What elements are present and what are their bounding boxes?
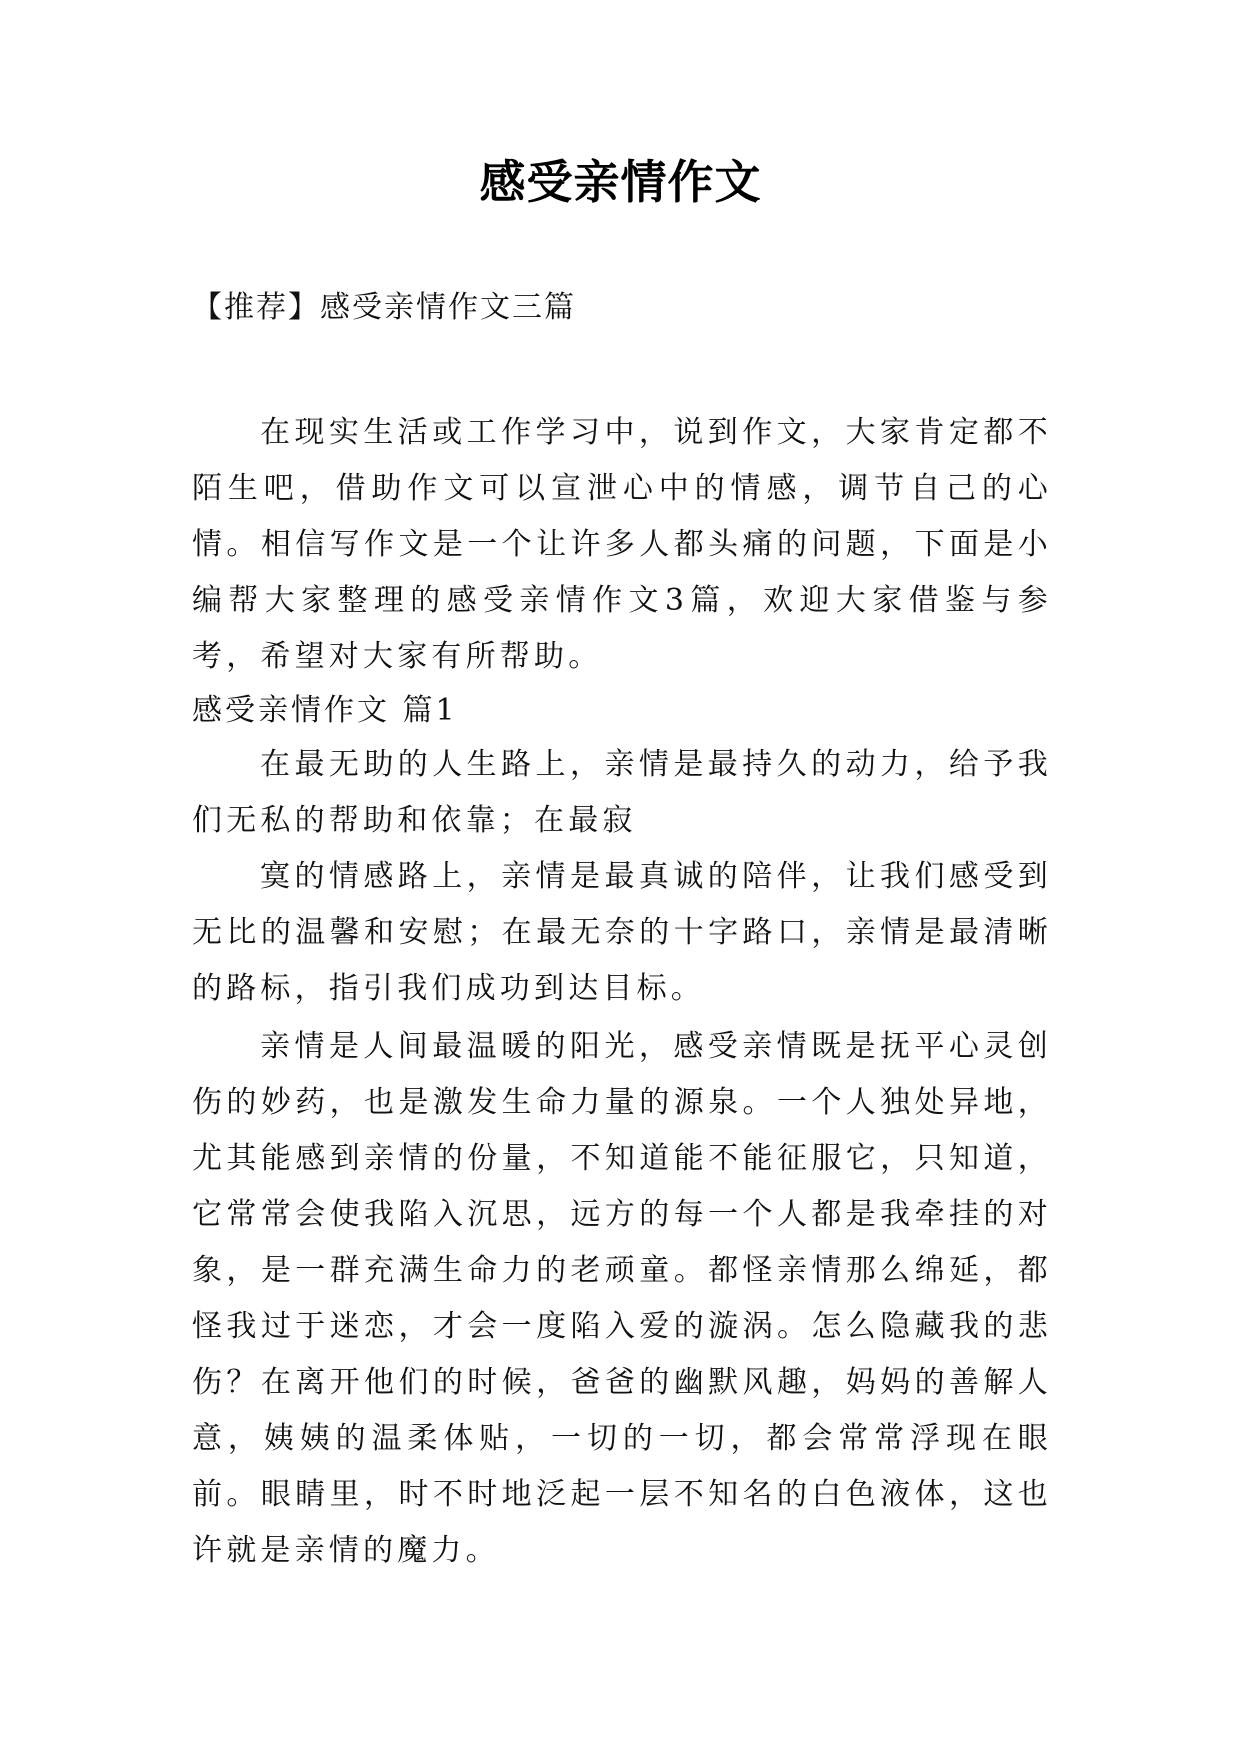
section-heading: 感受亲情作文 篇1 <box>192 693 458 728</box>
document-body <box>192 405 1052 1579</box>
body-paragraph: 寞的情感路上，亲情是最真诚的陪伴，让我们感受到无比的温馨和安慰；在最无奈的十字路口，亲情是最清晰的路标，指引我们成功到达目标。 <box>192 859 1052 1006</box>
document-title: 感受亲情作文 <box>479 155 762 209</box>
body-paragraph: 亲情是人间最温暖的阳光，感受亲情既是抚平心灵创伤的妙药，也是激发生命力量的源泉。一个人独处异地，尤其能感到亲情的份量，不知道能不能征服它，只知道，它常常会使我陷入沉思，远方的每一个人都是我牵挂的对象，是一群充满生命力的老顽童。都怪亲情那么绵延，都怪我过于迷恋，才会一度陷入爱的漩涡。怎么隐藏我的悲伤？在离开他们的时候，爸爸的幽默风趣，妈妈的善解人意，姨姨的温柔体贴，一切的一切，都会常常浮现在眼前。眼睛里，时不时地泛起一层不知名的白色液体，这也许就是亲情的魔力。 <box>192 1029 1052 1568</box>
body-paragraph: 在最无助的人生路上，亲情是最持久的动力，给予我们无私的帮助和依靠；在最寂 <box>192 747 1052 838</box>
document-subtitle: 【推荐】感受亲情作文三篇 <box>192 290 576 325</box>
intro-paragraph: 在现实生活或工作学习中，说到作文，大家肯定都不陌生吧，借助作文可以宣泄心中的情感，调节自己的心情。相信写作文是一个让许多人都头痛的问题，下面是小编帮大家整理的感受亲情作文3篇，欢迎大家借鉴与参考，希望对大家有所帮助。 <box>192 415 1052 674</box>
